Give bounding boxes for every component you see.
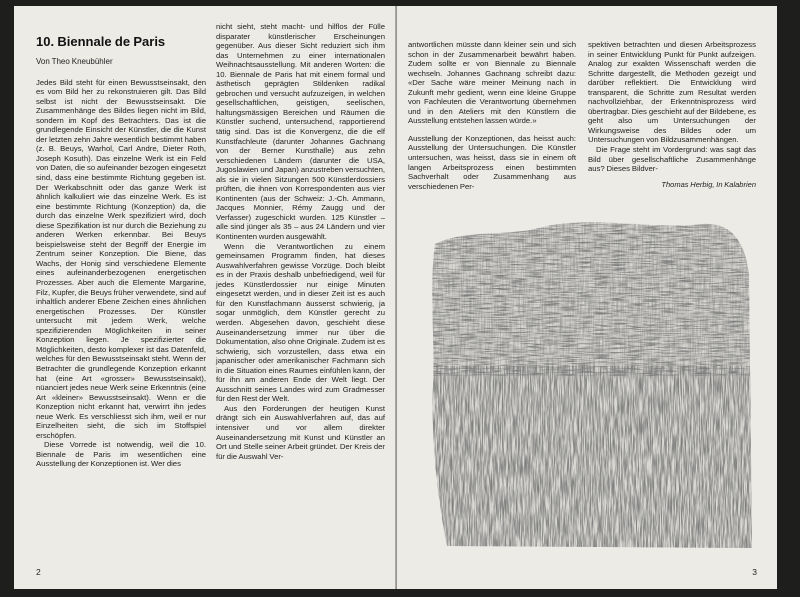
page-number: 2	[36, 567, 41, 577]
right-column-2	[588, 40, 756, 189]
right-page	[397, 6, 777, 589]
paragraph: spektiven betrachten und diesen Arbeitsprozess in seiner Entwicklung Punkt für Punkt aufzeigen. Analog zur exakten Wissenschaft werden die Schritte dargestellt, die Methoden gezeigt und darüber reflektiert. Die Entwicklung wird transparent, die Schritte zum Resultat werden nachvollziehbar, der Erkenntnisprozess wird übertragbar. Dies geschieht auf der Bildebene, es geht also um Untersuchungen der Wirkungsweise des Bildes oder um Untersuchungen von Bildzusammenhängen.	[588, 40, 756, 145]
article-author: Von Theo Kneubühler	[36, 57, 113, 66]
image-caption: Thomas Herbig, In Kalabrien	[661, 179, 756, 189]
left-column-2	[216, 22, 385, 461]
paragraph: Ausstellung der Konzeptionen, das heisst auch: Ausstellung der Untersuchungen. Die Künstler untersuchen, was heisst, dass sie in einem oft langen Arbeitsprozess einen bestimmten Sachverhalt oder Zusammenhang aus verschiedenen Per-	[408, 133, 576, 191]
artwork-drawing	[427, 216, 752, 548]
paragraph: Die Frage steht im Vordergrund: was sagt das Bild über gesellschaftliche Zusammenhänge aus? Dieses Bildver-	[588, 145, 756, 174]
paragraph: Diese Vorrede ist notwendig, weil die 10. Biennale de Paris im wesentlichen eine Ausstellung der Konzeptionen ist. Wer dies	[36, 440, 206, 469]
article-title: 10. Biennale de Paris	[36, 34, 166, 49]
paragraph: nicht sieht, steht macht- und hilflos der Fülle disparater künstlerischer Erscheinungen gegenüber. Aus dieser Sicht reduziert sich ihm das Unternehmen zu einer internationalen Weihnachtsausstellung. Mit anderen Worten: die 10. Biennale de Paris hat mit einem formal und ästhetisch geprägten Stildenken radikal gebrochen und versucht aufzuzeigen, in welchen gesellschaftlichen, geistigen, seelischen, haltungsmässigen Bereichen und Räumen die Künstler suchend, untersuchend, rapportierend tätig sind. Das ist die Konvergenz, die die elf Kunstfachleute (darunter Johannes Gachnang von der Berner Kunsthalle) aus zehn verschiedenen Ländern (darunter die USA, Jugoslawien und Japan) anzustreben versuchten, als sie in vielen Sitzungen 500 Künstlerdossiers prüften, die ihnen von Korrespondenten aus vier Kontinenten (aus der Schweiz: J.-Ch. Ammann, Jacques Monnier, Rémy Zaugg und der Verfasser) zugeschickt wurden. 125 Künstler – alle sind jünger als 35 – aus 24 Ländern und vier Kontinenten wurden ausgewählt.	[216, 22, 385, 242]
paragraph: antwortlichen müsste dann kleiner sein und sich schon in der Zusammenarbeit bewährt haben. Zudem sollte er von Biennale zu Biennale wechseln. Johannes Gachnang schreibt dazu: «Der Sache wäre meiner Meinung nach in Zukunft mehr gedient, wenn eine kleine Gruppe von Fachleuten die Verantwortung übernehmen und in den Ateliers mit den Künstlern die Ausstellung entstehen lassen würde.»	[408, 40, 576, 126]
paragraph: Wenn die Verantwortlichen zu einem gemeinsamen Programm finden, hat dieses Auswahlverfahren gewisse Vorzüge. Doch bleibt es in der Praxis deshalb unbefriedigend, weil für jedes Künstlerdossier nur einige Minuten eingesetzt werden, und in dieser Zeit ist es auch für den Kunstfachmann äusserst schwierig, ja sogar unmöglich, dem Künstler gerecht zu werden. Abgesehen davon, geschieht diese Auseinandersetzung immer nur über die Dokumentation, also ohne Originale. Zudem ist es schwierig, sich vorzustellen, dass etwa ein japanischer oder amerikanischer Fachmann sich in die Situation eines Raumes einfühlen kann, der für ihn am anderen Ende der Welt liegt. Der Ausschnitt seines Landes wird zum Gradmesser für den Rest der Welt.	[216, 241, 385, 404]
left-column-1	[36, 34, 206, 469]
right-column-1	[408, 40, 576, 191]
paragraph: Aus den Forderungen der heutigen Kunst drängt sich ein Auswahlverfahren auf, das auf intensiver und vor allem direkter Auseinandersetzung mit Kunst und Künstler an Ort und Stelle seiner Arbeit gründet. Der Kreis der für die Auswahl Ver-	[216, 403, 385, 461]
left-page	[14, 6, 396, 589]
page-number: 3	[752, 567, 757, 577]
paragraph: Jedes Bild steht für einen Bewusstseinsakt, den es vom Bild her zu rekonstruieren gilt. Das Bild selbst ist nicht der Bewusstseinsakt. Die Zusammenhänge des Bildes liegen nicht im Bild, sondern im Kopf des Betrachters. Das ist die grundlegende Einsicht der Künstler, die die Kunst der letzten zehn Jahre wesentlich bestimmt haben (z. B. Beuys, Warhol, Carl Andre, Dieter Roth, Joseph Kosuth). Das einzelne Werk ist ein Feld von Daten, die so aufeinander bezogen eingesetzt sind, dass eine bestimmte Richtung gegeben ist. Der Werkabschnitt oder das ganze Werk ist ähnlich kalkuliert wie das einzelne Werk. Es ist eine bestimmte Richtung (Konzeption) da, die durch das einzelne Werk spezifiziert wird, doch diese Spezifikation ist nur durch die Beziehung zu anderen Werken erkennbar. Bei Beuys beispielsweise steht der Begriff der Energie im Zentrum seiner Konzeption. Die Biene, das Wachs, der Honig sind verschiedene Elemente eines aufeinanderbezogenen energetischen Prozesses. Aber auch die Elemente Margarine, Filz, Kupfer, die Beuys früher verwendete, sind auf inhaltlich anderer Ebene Zeichen eines ähnlichen energetischen Prozesses. Der Künstler untersucht mit jedem Werk, welche spezifizierenden Möglichkeiten in seiner Konzeption liegen. Je spezifizierter die Möglichkeiten, desto komplexer ist das Datenfeld, welches für den Bewusstseinsakt steht. Wenn der Betrachter die grundlegende Konzeption erkannt hat (eine Art «grosser» Bewusstseinsakt), nüanciert jedes neue Werk seine Erkenntnis (eine Art «kleiner» Bewusstseinsakt). Wenn er die Konzeption nicht erkannt hat, verwirrt ihn jedes neue Werk. Es verschliesst sich ihm, weil er nur Einzelheiten sieht, die sich im Stoffspiel erschöpfen.	[36, 77, 206, 440]
